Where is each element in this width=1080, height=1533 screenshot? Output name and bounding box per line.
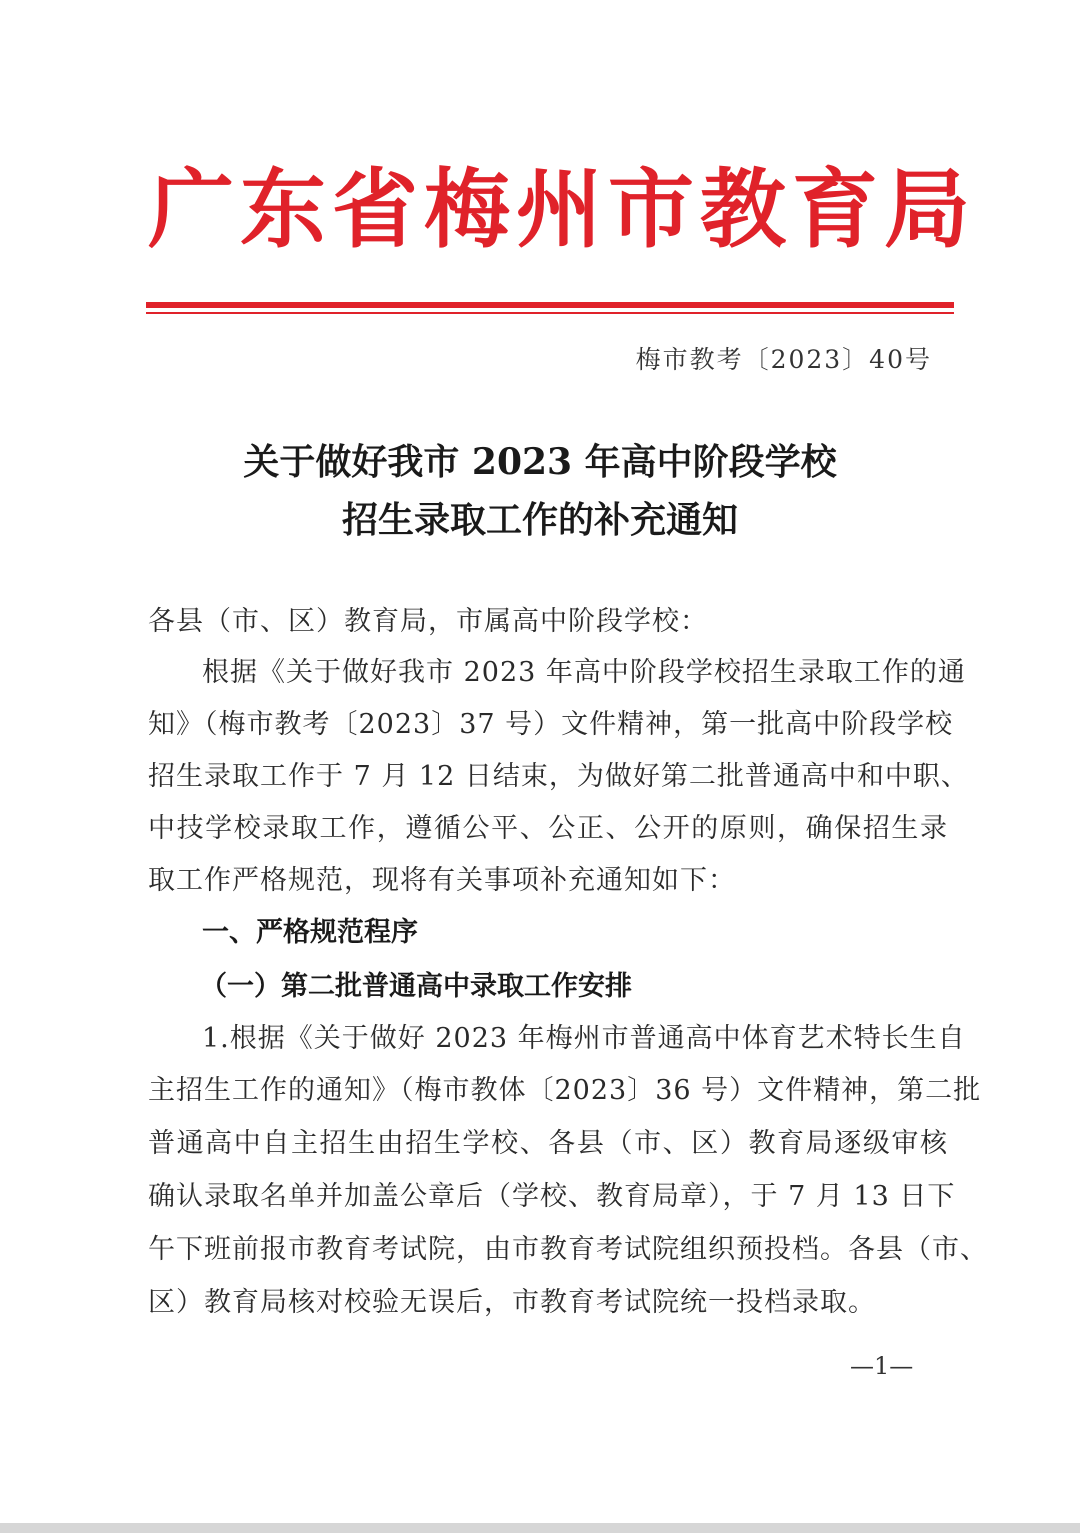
document-title-line-1: 关于做好我市 2023 年高中阶段学校 [243,441,837,483]
paragraph-1-line: 中技学校录取工作，遵循公平、公正、公开的原则，确保招生录 [148,813,948,844]
bottom-scroll-bar [0,1523,1080,1533]
page-number: —1— [850,1352,914,1380]
paragraph-1-line: 知》（梅市教考〔2023〕37 号）文件精神，第一批高中阶段学校 [148,709,954,740]
paragraph-2-line: 普通高中自主招生由招生学校、各县（市、区）教育局逐级审核 [148,1128,948,1159]
paragraph-2-line: 主招生工作的通知》（梅市教体〔2023〕36 号）文件精神，第二批 [148,1075,982,1106]
masthead-red-rule-thick [146,302,954,308]
paragraph-2-line: 区）教育局核对校验无误后，市教育考试院统一投档录取。 [148,1287,876,1318]
paragraph-1-line: 取工作严格规范，现将有关事项补充通知如下： [148,865,736,896]
document-title-line-2: 招生录取工作的补充通知 [341,499,738,541]
paragraph-2-line: 1.根据《关于做好 2023 年梅州市普通高中体育艺术特长生自 [202,1023,966,1054]
masthead-red-rule-thin [146,312,954,314]
paragraph-2-line: 确认录取名单并加盖公章后（学校、教育局章），于 7 月 13 日下 [148,1181,956,1212]
subsection-heading-1: （一）第二批普通高中录取工作安排 [200,971,632,1002]
document-number: 梅市教考〔2023〕40号 [635,345,932,374]
paragraph-1-line: 根据《关于做好我市 2023 年高中阶段学校招生录取工作的通 [202,657,966,688]
paragraph-2-line: 午下班前报市教育考试院，由市教育考试院组织预投档。各县（市、 [148,1234,988,1265]
section-heading-1: 一、严格规范程序 [202,917,418,948]
masthead-title: 广东省梅州市教育局 [148,160,976,260]
paragraph-1-line: 招生录取工作于 7 月 12 日结束，为做好第二批普通高中和中职、 [148,761,969,792]
addressee: 各县（市、区）教育局，市属高中阶段学校： [148,606,708,637]
